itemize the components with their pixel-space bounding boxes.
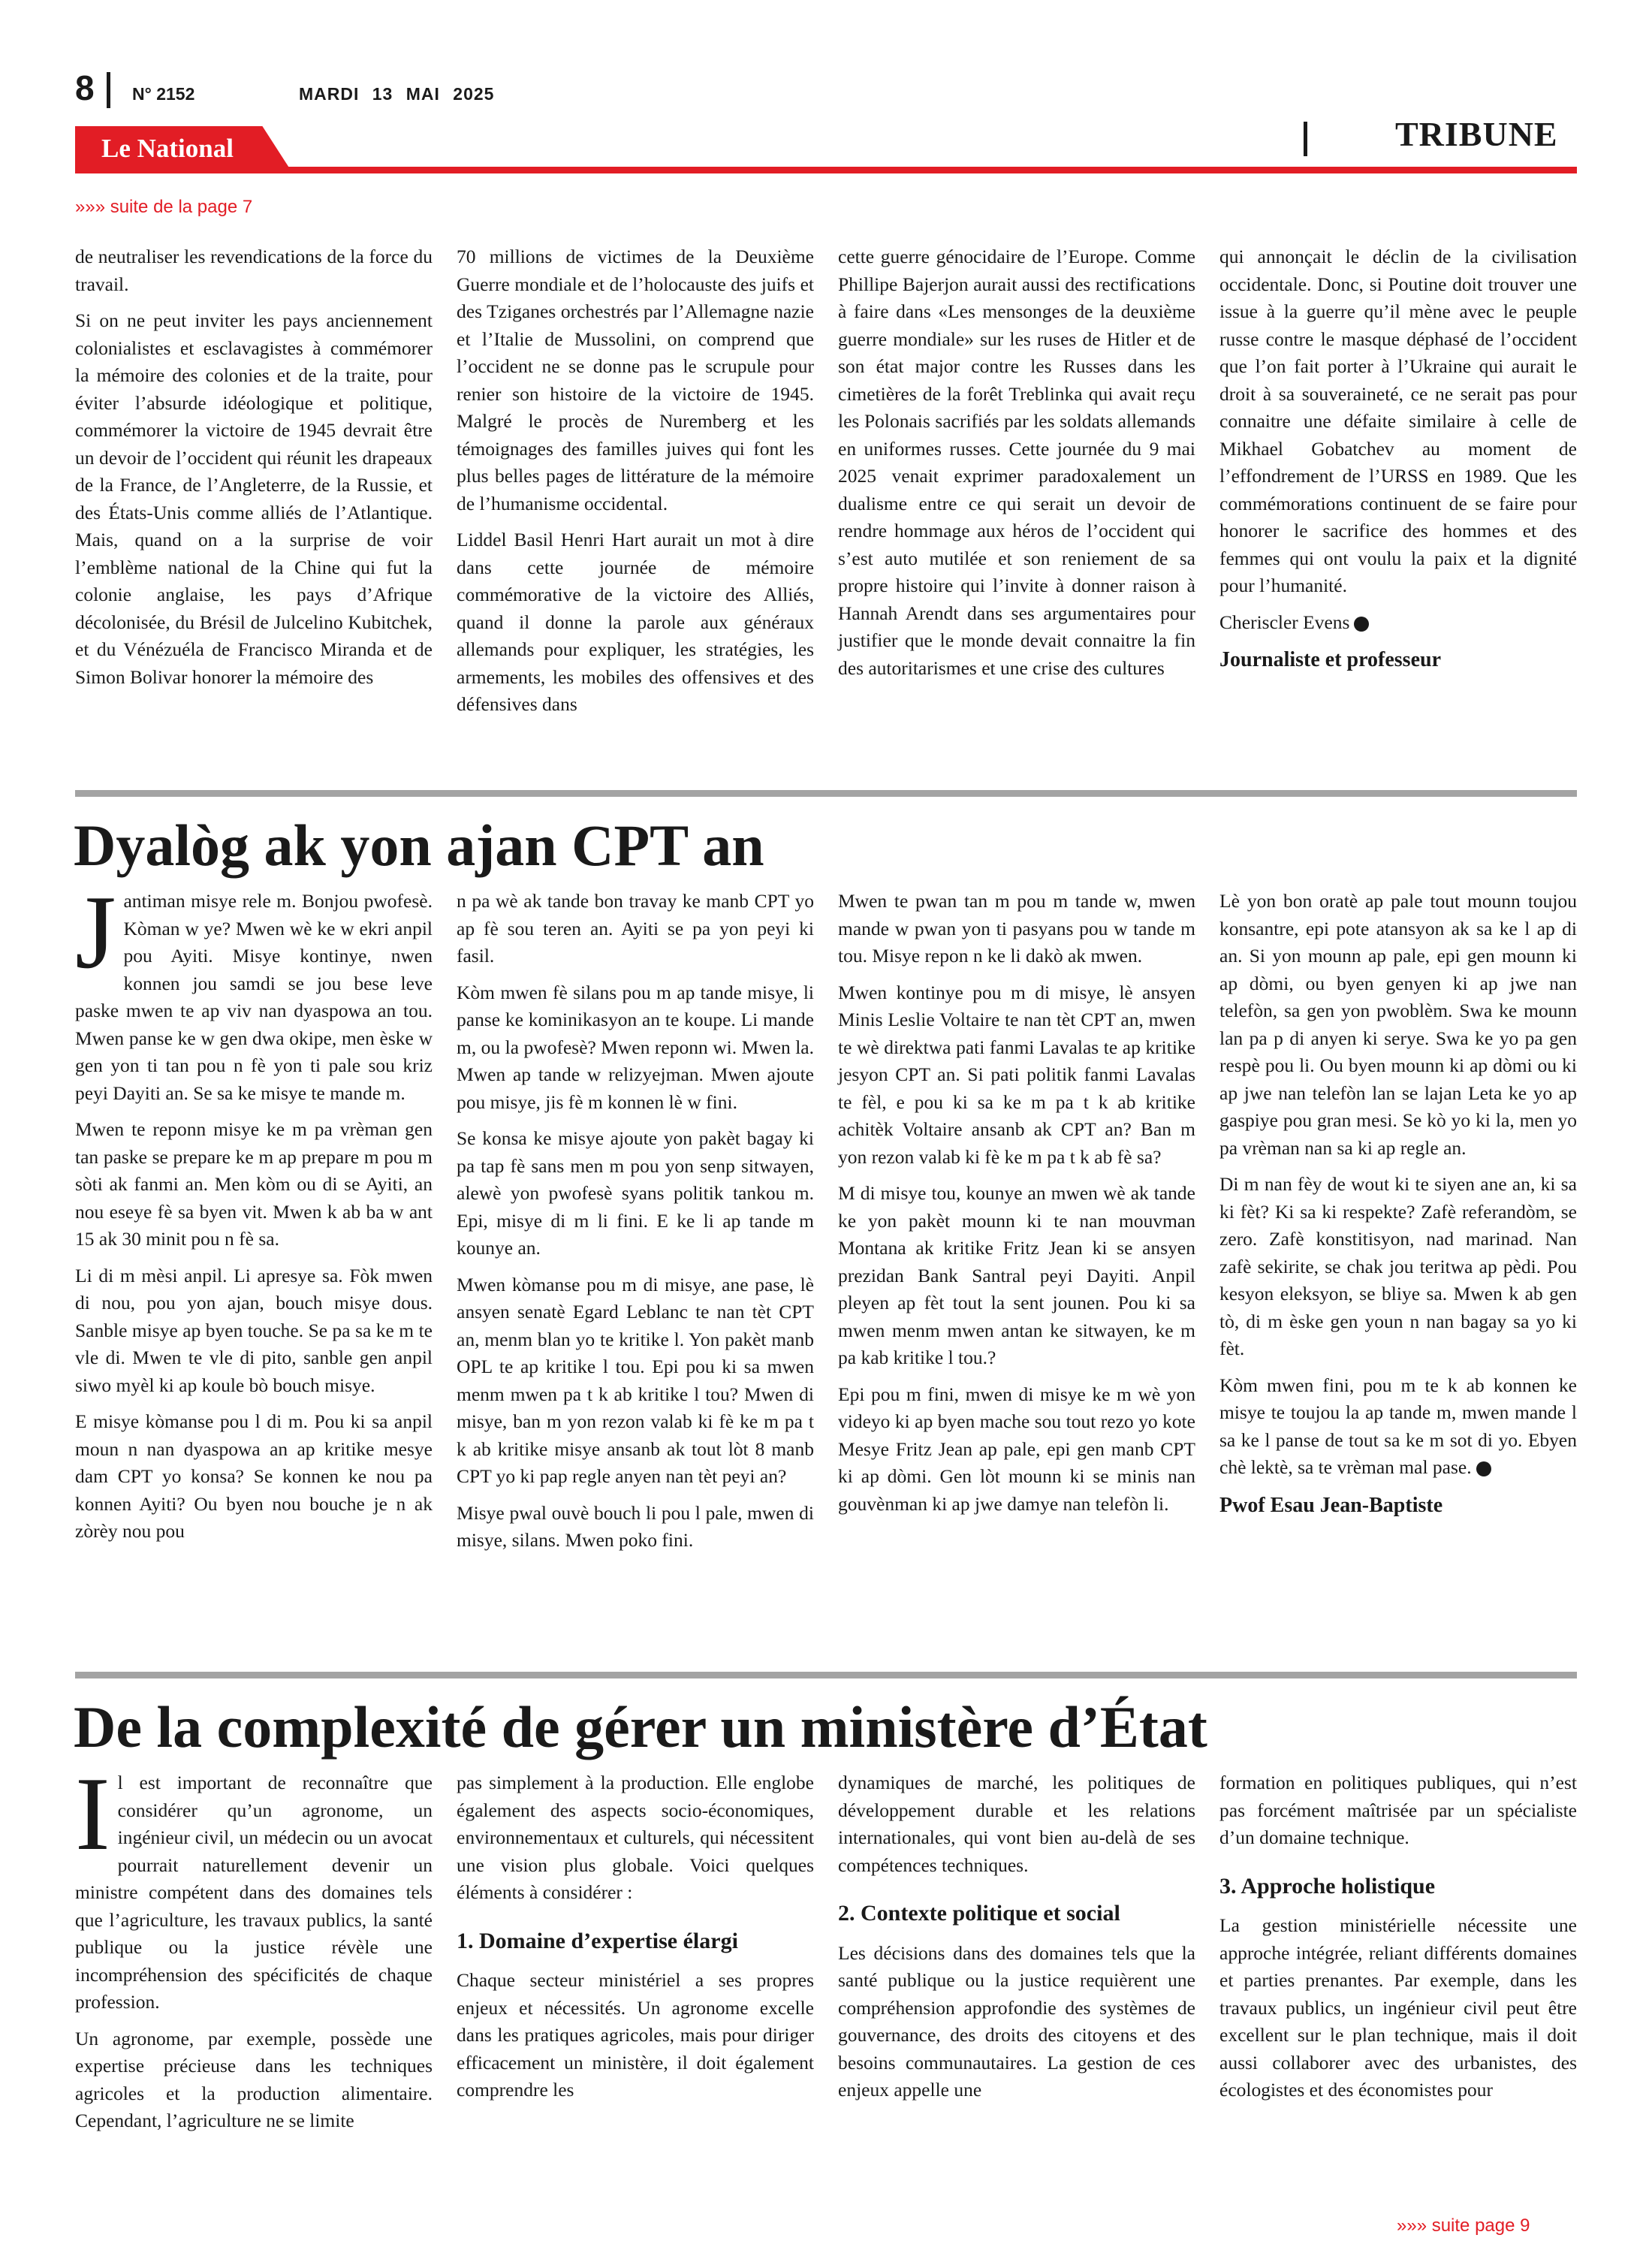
section-heading: 1. Domaine d’expertise élargi	[457, 1928, 738, 1953]
paragraph: Di m nan fèy de wout ki te siyen ane an, ki sa ki fèt? Ki sa ki respekte? Zafè referandòm, se zero. Zafè konstitisyon, nad marinad. Nan zafè sekirite, se chak jou teritwa ap pèdi. Pou kesyon eleksyon, se bliye sa. Mwen k ab gen tò, di m èske gen youn n nan bagay sa yo ki fèt.	[1219, 1173, 1577, 1359]
article-separator	[75, 790, 1577, 797]
continued-on-link[interactable]: »»» suite page 9	[1397, 2215, 1530, 2236]
paragraph: La gestion ministérielle nécessite une approche intégrée, reliant différents domaines et parties prenantes. Par exemple, dans les travaux publics, un ingénieur civil peut être excellent sur le plan technique, mais il doit aussi collaborer avec des urbanistes, des écologistes et des économistes pour	[1219, 1914, 1577, 2101]
continued-from-link[interactable]: »»» suite de la page 7	[75, 197, 253, 217]
article-separator	[75, 1672, 1577, 1678]
article2-column-1	[75, 874, 433, 1555]
paragraph: Mwen kontinye pou m di misye, lè ansyen Minis Leslie Voltaire te nan tèt CPT an, mwen te wè direktwa pati fanmi Lavalas te ap kritike jesyon CPT an. Si pati politik fanmi Lavalas te fèl, e pou ki sa ke m pa t k ab kritike achitèk Voltaire ansanb ak CPT an? Ban m yon rezon valab ki fè ke m pa t k ab fè sa?	[838, 981, 1195, 1168]
brand-name: Le National	[101, 134, 234, 163]
drop-cap: J	[75, 874, 116, 991]
paragraph: de neutraliser les revendications de la force du travail.	[75, 246, 433, 295]
article1-author-title: Journaliste et professeur	[1219, 648, 1441, 671]
article1-column-4	[1219, 243, 1577, 683]
article2-author: Pwof Esau Jean-Baptiste	[1219, 1493, 1443, 1517]
article2-column-2	[457, 888, 814, 1564]
article3-column-4	[1219, 1769, 1577, 2113]
article2-headline: Dyalòg ak yon ajan CPT an	[74, 813, 764, 878]
paragraph: cette guerre génocidaire de l’Europe. Comme Phillipe Bajerjon aurait aussi des rectifications à faire dans «Les mensonges de la deuxième guerre mondiale» sur les ruses de Hitler et de son état major contre les Russes dans les cimetières de la forêt Treblinka qui avait reçu les Polonais sacrifiés par les soldats allemands en uniformes russes. Cette journée du 9 mai 2025 venait exprimer paradoxalement un dualisme entre ce qui serait un devoir de rendre hommage aux héros de l’occident qui s’est auto mutilée et son reniement de sa propre histoire qui l’invite à donner raison à Hannah Arendt dans ses argumentaires pour justifier que le monde devait connaitre la fin des autoritarismes et une crise des cultures	[838, 246, 1195, 679]
paragraph: M di misye tou, kounye an mwen wè ak tande ke yon pakèt mounn ki te nan mouvman Montana ak kritike Fritz Jean ki se ansyen prezidan Bank Santral peyi Dayiti. Anpil pleyen ap fèt tout la sent jounen. Pou ki sa mwen menm mwen antan ke sitwayen, ke m pa kab kritike l tou.?	[838, 1182, 1195, 1368]
article3-column-2	[457, 1769, 814, 2113]
article2-column-4	[1219, 888, 1577, 1528]
paragraph: n pa wè ak tande bon travay ke manb CPT yo ap fè sou teren an. Ayiti se pa yon peyi ki fasil.	[457, 890, 814, 967]
article3-headline: De la complexité de gérer un ministère d’État	[74, 1694, 1207, 1760]
paragraph: Li di m mèsi anpil. Li apresye sa. Fòk mwen di nou, pou yon ajan, bouch misye dous. Sanble misye ap byen touche. Se pa sa ke m te vle di. Mwen te vle di pito, sanble gen anpil siwo myèl ki ap koule bò bouch misye.	[75, 1264, 433, 1396]
paragraph: Jantiman misye rele m. Bonjou pwofesè. Kòman w ye? Mwen wè ke w ekri anpil pou Ayiti. Misye kontinye, nwen konnen jou samdi se jou bese leve paske mwen te ap viv nan dyaspowa an tou. Mwen panse ke w gen dwa okipe, men èske w gen yon ti tan pou n fè yon ti pale sou kriz peyi Dayiti an. Se sa ke misye te mande m.	[75, 874, 433, 1104]
article1-column-3	[838, 243, 1195, 691]
page-number: 8	[75, 68, 95, 107]
paragraph: pas simplement à la production. Elle englobe également des aspects socio-économiques, environnementaux et culturels, qui nécessitent une vision plus globale. Voici quelques éléments à considérer :	[457, 1772, 814, 1903]
paragraph: Un agronome, par exemple, possède une expertise précieuse dans les techniques agricoles et la production alimentaire. Cependant, l’agriculture ne se limite	[75, 2027, 433, 2131]
paragraph: Les décisions dans des domaines tels que la santé publique ou la justice requièrent une compréhension approfondie des systèmes de gouvernance, des droits des citoyens et des besoins communautaires. La gestion de ces enjeux appelle une	[838, 1941, 1195, 2101]
paragraph: Chaque secteur ministériel a ses propres enjeux et nécessités. Un agronome excelle dans les pratiques agricoles, mais pour diriger efficacement un ministère, il doit également comprendre les	[457, 1969, 814, 2101]
article2-column-3	[838, 888, 1195, 1527]
paragraph: formation en politiques publiques, qui n’est pas forcément maîtrisée par un spécialiste d’un domaine technique.	[1219, 1772, 1577, 1848]
paragraph: qui annonçait le déclin de la civilisation occidentale. Donc, si Poutine doit trouver une issue à la guerre qu’il mène avec le peuple russe contre le masque déphasé de l’occident que l’on fait porter à l’Ukraine qui aurait le droit à sa souveraineté, ce ne serait pas pour connaitre une défaite similaire à celle de Mikhael Gobatchev au moment de l’effondrement de l’URSS en 1989. Que les commémorations continuent de se faire pour honorer le sacrifice des hommes et des femmes qui ont voulu la paix et la dignité pour l’humanité.	[1219, 246, 1577, 596]
paragraph: Kòm mwen fini, pou m te k ab konnen ke misye te toujou la ap tande m, mwen mande l sa ke l panse de tout sa ke m sot di yo. Ebyen chè lektè, sa te vrèman mal pase.	[1219, 1374, 1577, 1478]
header-rule	[75, 167, 1577, 173]
paragraph: Epi pou m fini, mwen di misye ke m wè yon videyo ki ap byen mache sou tout rezo yo kote Mesye Fritz Jean ap pale, epi gen manb CPT ki ap dòmi. Gen lòt mounn ki se minis nan gouvènman ki ap jwe damye nan telefòn li.	[838, 1383, 1195, 1515]
paragraph: Kòm mwen fè silans pou m ap tande misye, li panse ke kominikasyon an te koupe. Li mande m, ou la pwofesè? Mwen reponn wi. Mwen la. Mwen ap tande w relizyejman. Mwen ajoute pou misye, jis fè m konnen lè w fini.	[457, 981, 814, 1113]
end-mark-icon	[1354, 617, 1369, 632]
paragraph: Il est important de reconnaître que considérer qu’un agronome, un ingénieur civil, un médecin ou un avocat pourrait naturellement devenir un ministre compétent dans des domaines tels que l’agriculture, les travaux publics, la santé publique ou la justice révèle une incompréhension des spécificités de chaque profession.	[75, 1756, 433, 2013]
paragraph: Liddel Basil Henri Hart aurait un mot à dire dans cette journée de mémoire commémorative de la victoire des Alliés, quand il donne la parole aux généraux allemands pour expliquer, les stratégies, les armements, les mobiles des offensives et des défensives dans	[457, 529, 814, 715]
paragraph: dynamiques de marché, les politiques de développement durable et les relations internationales, qui vont bien au-delà de ses compétences techniques.	[838, 1772, 1195, 1876]
end-mark-icon	[1476, 1461, 1491, 1476]
article3-column-1	[75, 1756, 433, 2144]
issue-date: MARDI 13 MAI 2025	[299, 84, 495, 104]
section-divider	[1304, 122, 1307, 156]
article1-column-1	[75, 243, 433, 700]
author-name: Cheriscler Evens	[1219, 611, 1350, 633]
section-heading: 2. Contexte politique et social	[838, 1901, 1120, 1926]
paragraph: Lè yon bon oratè ap pale tout mounn toujou konsantre, epi pote atansyon ak sa ke l ap di an. Si yon mounn ap pale, epi gen mounn ki ap dòmi, ou byen genyen ki ap jwe nan telefòn, sa gen yon pwoblèm. Swa ke mounn lan pa p di anyen ki serye. Swa ke yo pa gen respè pou li. Ou byen mounn ki ap dòmi ou ki ap jwe nan telefòn lan se lajan Leta ke yo ap gaspiye pou gran mesi. Se kò yo ki la, men yo pa vrèman nan sa ki ap regle an.	[1219, 890, 1577, 1159]
section-title: TRIBUNE	[1395, 115, 1558, 153]
page-number-divider	[107, 72, 110, 108]
paragraph: Se konsa ke misye ajoute yon pakèt bagay ki pa tap fè sans men m pou yon senp sitwayen, alewè yon pwofesè syans politik tankou m. Epi, misye di m li fini. E ke li ap tande m kounye an.	[457, 1127, 814, 1259]
paragraph: E misye kòmanse pou l di m. Pou ki sa anpil moun n nan dyaspowa an ap kritike mesye dam CPT yo konsa? Se konnen ke nou pa konnen Ayiti? Ou byen nou bouche je n ak zòrèy nou pou	[75, 1410, 433, 1542]
paragraph: Misye pwal ouvè bouch li pou l pale, mwen di misye, silans. Mwen poko fini.	[457, 1501, 814, 1551]
paragraph: Mwen kòmanse pou m di misye, ane pase, lè ansyen senatè Egard Leblanc te nan tèt CPT an, menm blan yo te kritike l. Yon pakèt manb OPL te ap kritike l tou. Epi pou ki sa mwen menm mwen pa t k ab kritike l tou? Mwen di misye, ban m yon rezon valab ki fè ke m pa t k ab kritike misye ansanb ak tout lòt 8 manb CPT yo ki pap regle anyen nan tèt peyi an?	[457, 1273, 814, 1487]
section-heading: 3. Approche holistique	[1219, 1873, 1436, 1899]
paragraph: Si on ne peut inviter les pays anciennement colonialistes et esclavagistes à commémorer la mémoire des colonies et de la traite, pour éviter l’absurde idéologique et politique, commémorer la victoire de 1945 devrait être un devoir de l’occident qui réunit les drapeaux de la France, de l’Angleterre, de la Russie, et des États-Unis comme alliés de l’Atlantique. Mais, quand on a la surprise de voir l’emblème national de la Chine qui fut la colonie anglaise, les pays d’Afrique décolonisée, du Brésil de Julcelino Kubitchek, et du Vénézuéla de Francisco Miranda et de Simon Bolivar honorer la mémoire des	[75, 309, 433, 688]
paragraph: Mwen te reponn misye ke m pa vrèman gen tan paske se prepare ke m ap prepare m pou m sòti ak fanmi an. Men kòm ou di se Ayiti, an nou eseye fè sa byen vit. Mwen k ab ba w ant 15 ak 30 minit pou n fè sa.	[75, 1118, 433, 1250]
paragraph: 70 millions de victimes de la Deuxième Guerre mondiale et de l’holocauste des juifs et des Tziganes orchestrés par l’Allemagne nazie et l’Italie de Mussolini, on comprend que l’occident ne se donne pas le scrupule pour renier son histoire de la victoire de 1945. Malgré le procès de Nuremberg et les témoignages des familles juives qui font les plus belles pages de littérature de la mémoire de l’humanisme occidental.	[457, 246, 814, 514]
paragraph: Mwen te pwan tan m pou m tande w, mwen mande w pwan yon ti pasyans pou w tande m tou. Misye repon n ke li dakò ak mwen.	[838, 890, 1195, 967]
article1-column-2	[457, 243, 814, 728]
issue-number: N° 2152	[132, 84, 195, 104]
article3-column-3	[838, 1769, 1195, 2113]
drop-cap: I	[75, 1756, 110, 1872]
article1-author	[1219, 609, 1577, 637]
